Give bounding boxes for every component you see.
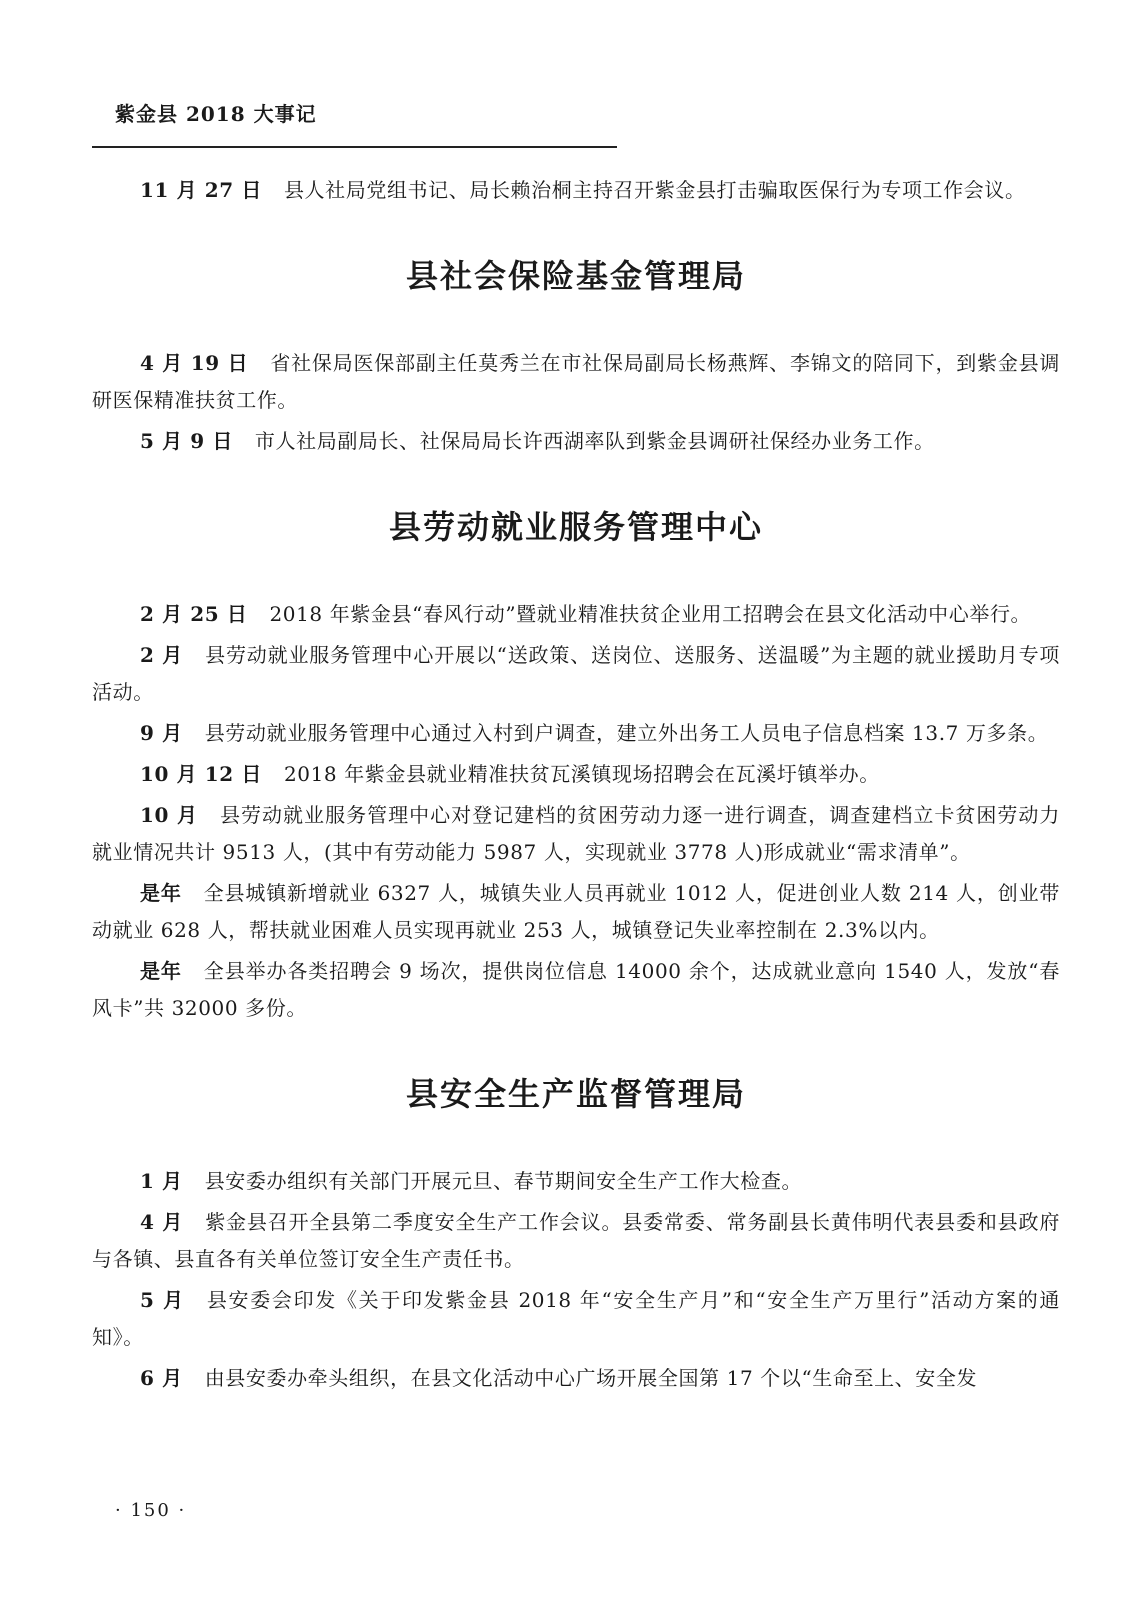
section-title-social-insurance: 县社会保险基金管理局	[405, 257, 746, 295]
entry-date: 11 月 27 日	[140, 178, 262, 202]
entry-text: 全县城镇新增就业 6327 人，城镇失业人员再就业 1012 人，促进创业人数 214 人，创业带动就业 628 人，帮扶就业困难人员实现再就业 253 人，城镇登记失业率控制在 2.3%以内。	[92, 881, 1061, 942]
chronicle-entry	[92, 637, 1060, 711]
chronicle-entry	[92, 1282, 1060, 1356]
entry-text: 县劳动就业服务管理中心通过入村到户调查，建立外出务工人员电子信息档案 13.7 万多条。	[204, 721, 1049, 745]
entry-date: 5 月 9 日	[140, 429, 233, 453]
chronicle-entry	[92, 1360, 1060, 1397]
page-body	[92, 172, 1060, 1401]
entry-date: 6 月	[140, 1366, 183, 1390]
chronicle-entry	[92, 797, 1060, 871]
chronicle-entry	[92, 1204, 1060, 1278]
chronicle-entry	[92, 1163, 1060, 1200]
section-title-employment-center: 县劳动就业服务管理中心	[388, 508, 763, 546]
entry-text: 县人社局党组书记、局长赖治桐主持召开紫金县打击骗取医保行为专项工作会议。	[283, 178, 1026, 202]
entry-date: 10 月	[140, 803, 199, 827]
entry-text: 县安委会印发《关于印发紫金县 2018 年“安全生产月”和“安全生产万里行”活动方案的通知》。	[92, 1288, 1060, 1349]
chronicle-entry	[92, 756, 1060, 793]
entry-text: 紫金县召开全县第二季度安全生产工作会议。县委常委、常务副县长黄伟明代表县委和县政府与各镇、县直各有关单位签订安全生产责任书。	[92, 1210, 1060, 1271]
entry-text: 由县安委办牵头组织，在县文化活动中心广场开展全国第 17 个以“生命至上、安全发	[204, 1366, 978, 1390]
chronicle-entry	[92, 172, 1060, 209]
chronicle-entry	[92, 596, 1060, 633]
entry-date: 4 月 19 日	[140, 351, 249, 375]
page-number: · 150 ·	[115, 1500, 187, 1521]
entry-text: 县劳动就业服务管理中心开展以“送政策、送岗位、送服务、送温暖”为主题的就业援助月专项活动。	[92, 643, 1060, 704]
running-header: 紫金县 2018 大事记	[115, 102, 317, 126]
header-divider	[92, 146, 617, 148]
entry-date: 2 月 25 日	[140, 602, 248, 626]
entry-date: 5 月	[140, 1288, 185, 1312]
entry-text: 县安委办组织有关部门开展元旦、春节期间安全生产工作大检查。	[204, 1169, 803, 1193]
entry-date: 是年	[140, 959, 182, 983]
chronicle-entry	[92, 423, 1060, 460]
entry-text: 县劳动就业服务管理中心对登记建档的贫困劳动力逐一进行调查，调查建档立卡贫困劳动力就业情况共计 9513 人，(其中有劳动能力 5987 人，实现就业 3778 人)形成就业“需求清单”。	[92, 803, 1060, 864]
entry-date: 1 月	[140, 1169, 183, 1193]
entry-text: 2018 年紫金县就业精准扶贫瓦溪镇现场招聘会在瓦溪圩镇举办。	[283, 762, 880, 786]
entry-date: 4 月	[140, 1210, 184, 1234]
entry-text: 市人社局副局长、社保局局长许西湖率队到紫金县调研社保经办业务工作。	[254, 429, 935, 453]
entry-text: 全县举办各类招聘会 9 场次，提供岗位信息 14000 余个，达成就业意向 1540 人，发放“春风卡”共 32000 多份。	[92, 959, 1061, 1020]
entry-text: 2018 年紫金县“春风行动”暨就业精准扶贫企业用工招聘会在县文化活动中心举行。	[269, 602, 1032, 626]
chronicle-entry	[92, 953, 1060, 1027]
chronicle-entry	[92, 875, 1060, 949]
entry-date: 是年	[140, 881, 182, 905]
entry-date: 10 月 12 日	[140, 762, 262, 786]
chronicle-entry	[92, 715, 1060, 752]
chronicle-entry	[92, 345, 1060, 419]
entry-date: 9 月	[140, 721, 183, 745]
entry-date: 2 月	[140, 643, 184, 667]
section-title-work-safety: 县安全生产监督管理局	[405, 1075, 746, 1113]
entry-text: 省社保局医保部副主任莫秀兰在市社保局副局长杨燕辉、李锦文的陪同下，到紫金县调研医保精准扶贫工作。	[92, 351, 1060, 412]
